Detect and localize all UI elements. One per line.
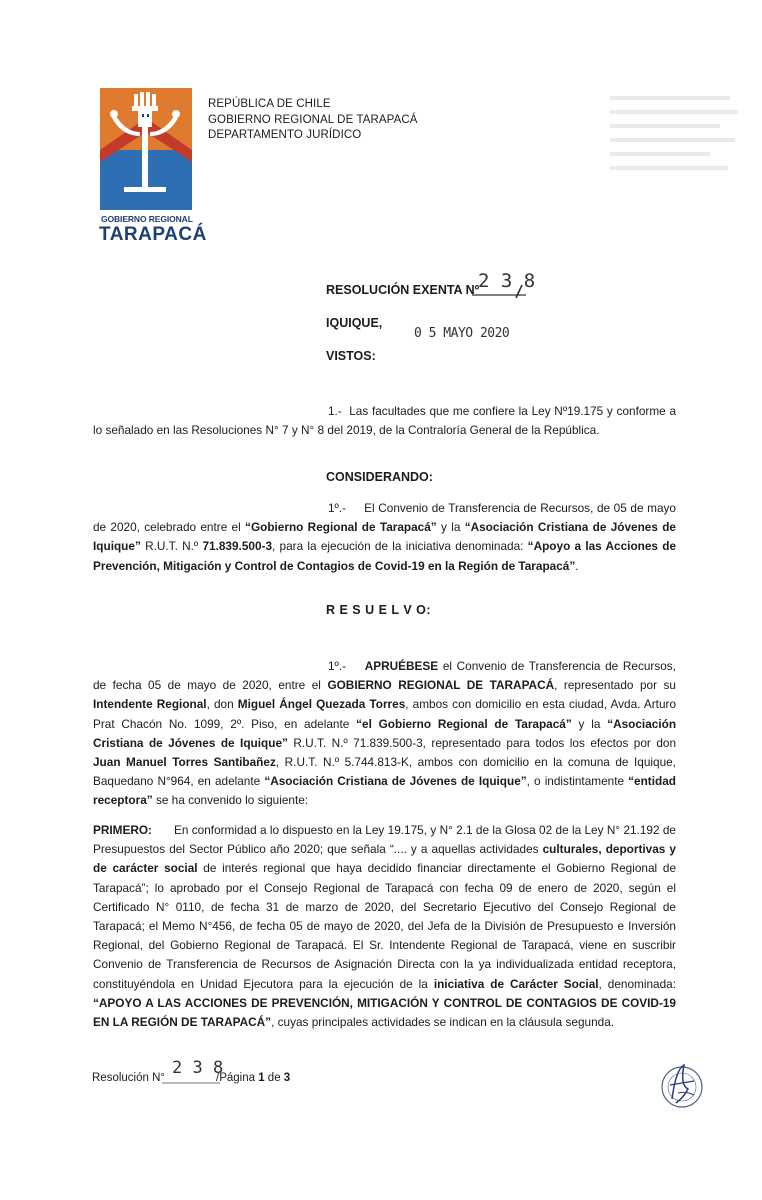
page-total: 3 bbox=[283, 1072, 291, 1084]
bold-run: “entidad receptora” bbox=[93, 774, 676, 808]
header-department: DEPARTAMENTO JURÍDICO bbox=[208, 129, 362, 141]
bold-run: “Asociación Cristiana de Jóvenes de Iquique” bbox=[93, 716, 677, 750]
bold-run: Juan Manuel Torres Santibañez bbox=[93, 755, 276, 770]
text-run: , R.U.T. N.º 5.744.813-K, ambos con domicilio en la comuna de Iquique, Baquedano N°964, en adelante bbox=[93, 755, 676, 789]
header-country: REPÚBLICA DE CHILE bbox=[208, 98, 331, 110]
text-run: R.U.T. N.º 71.839.500-3, representado para todos los efectos por don bbox=[287, 735, 676, 750]
bold-run: “Gobierno Regional de Tarapacá” bbox=[245, 520, 437, 535]
bold-run: “APOYO A LAS ACCIONES DE PREVENCIÓN, MITIGACIÓN Y CONTROL DE CONTAGIOS DE COVID-19 EN LA REGIÓN DE TARAPACÁ” bbox=[93, 995, 676, 1030]
document-header bbox=[208, 97, 418, 144]
considerando-item-number: 1º.- bbox=[328, 501, 347, 515]
text-run: y la bbox=[436, 520, 465, 535]
text-run: , denominada: bbox=[598, 976, 676, 991]
text-run: . bbox=[575, 558, 579, 573]
bold-run: “Apoyo a las Acciones de Prevención, Mitigación y Control de Contagios de Covid-19 en la Región de Tarapacá” bbox=[93, 539, 676, 573]
primero-paragraph bbox=[93, 821, 676, 1032]
vistos-item-number: 1.- bbox=[328, 404, 342, 418]
logo-region-name: TARAPACÁ bbox=[99, 224, 207, 245]
bold-run: “Asociación Cristiana de Jóvenes de Iquique” bbox=[93, 520, 676, 554]
bold-run: iniciativa de Carácter Social bbox=[433, 976, 599, 991]
official-stamp-icon bbox=[654, 1059, 706, 1111]
page-mid: de bbox=[264, 1072, 284, 1084]
vistos-item-text: Las facultades que me confiere la Ley Nº19.175 y conforme a lo señalado en las Resoluciones N° 7 y N° 8 del 2019, de la Contraloría General de la República. bbox=[93, 404, 677, 438]
text-run: , cuyas principales actividades se indican en la cláusula segunda. bbox=[271, 1015, 615, 1030]
bleed-through-text bbox=[610, 92, 740, 202]
bold-run: “Asociación Cristiana de Jóvenes de Iquique” bbox=[264, 774, 527, 789]
resuelvo-title: R E S U E L V O: bbox=[326, 603, 432, 617]
bold-run: GOBIERNO REGIONAL DE TARAPACÁ bbox=[327, 678, 555, 693]
logo-caption: GOBIERNO REGIONAL bbox=[101, 214, 193, 224]
text-run: En conformidad a lo dispuesto en la Ley 19.175, y N° 2.1 de la Glosa 02 de la Ley N° 21.192 de Presupuestos del Sector Público año 2020; que señala “.... y a aquellas actividades bbox=[93, 823, 676, 857]
resolution-number: 2 3 8 bbox=[478, 270, 536, 292]
text-run: se ha convenido lo siguiente: bbox=[152, 793, 309, 808]
text-run: de interés regional que haya decidido financiar directamente el Gobierno Regional de Tarapacá”; lo aprobado por el Consejo Regional de Tarapacá con fecha 09 de enero de 2020, según el Certificado N° 0110, de fecha 31 de marzo de 2020, del Secretario Ejecutivo del Consejo Regional de Tarapacá; el Memo N°456, de fecha 05 de mayo de 2020, del Jefa de la División de Presupuesto e Inversión Regional, del Gobierno Regional de Tarapacá. El Sr. Intendente Regional de Tarapacá, viene en suscribir Convenio de Transferencia de Recursos de Asignación Directa con la ya individualizada entidad receptora, constituyéndola en Unidad Ejecutora para la ejecución de la bbox=[93, 861, 676, 991]
primero-label: PRIMERO: bbox=[93, 823, 152, 837]
date-stamp: 0 5 MAYO 2020 bbox=[414, 326, 510, 341]
handwritten-underline bbox=[470, 283, 532, 299]
bold-run: Miguel Ángel Quezada Torres bbox=[237, 697, 406, 712]
footer-label: Resolución N° bbox=[92, 1072, 165, 1084]
text-run: El Convenio de Transferencia de Recursos, de 05 de mayo de 2020, celebrado entre el bbox=[93, 501, 676, 535]
text-run: , ambos con domicilio en esta ciudad, Avda. Arturo Prat Chacón No. 1099, 2º. Piso, en adelante bbox=[93, 697, 677, 731]
bold-run: “el Gobierno Regional de Tarapacá” bbox=[356, 716, 572, 731]
resuelvo-item-number: 1º.- bbox=[328, 659, 347, 673]
page-current: 1 bbox=[258, 1072, 265, 1084]
footer-resolution-number: 2 3 8 bbox=[172, 1058, 224, 1078]
header-government: GOBIERNO REGIONAL DE TARAPACÁ bbox=[208, 113, 418, 126]
footer-underline bbox=[162, 1080, 222, 1086]
vistos-title: VISTOS: bbox=[326, 349, 376, 363]
bold-run: APRUÉBESE bbox=[364, 659, 439, 673]
bold-run: culturales, deportivas y de carácter social bbox=[93, 842, 676, 876]
text-run: R.U.T. N.º bbox=[140, 539, 203, 554]
resolution-label: RESOLUCIÓN EXENTA Nº bbox=[326, 283, 480, 297]
considerando-paragraph bbox=[93, 499, 676, 576]
bold-run: 71.839.500-3 bbox=[202, 539, 273, 554]
tarapaca-emblem-icon bbox=[96, 88, 196, 212]
bold-run: Intendente Regional bbox=[93, 697, 207, 712]
text-run: , para la ejecución de la iniciativa denominada: bbox=[272, 539, 528, 554]
text-run: y la bbox=[571, 716, 608, 731]
page-prefix: /Página bbox=[216, 1072, 259, 1084]
text-run: el Convenio de Transferencia de Recursos, de fecha 05 de mayo de 2020, entre el bbox=[93, 659, 676, 693]
text-run: , representado por su bbox=[554, 678, 676, 693]
resuelvo-paragraph bbox=[93, 657, 676, 811]
text-run: , o indistintamente bbox=[526, 774, 629, 789]
considerando-title: CONSIDERANDO: bbox=[326, 470, 433, 484]
vistos-paragraph bbox=[93, 402, 676, 440]
place-label: IQUIQUE, bbox=[326, 316, 383, 330]
text-run: , don bbox=[206, 697, 238, 712]
page-indicator bbox=[216, 1072, 290, 1084]
